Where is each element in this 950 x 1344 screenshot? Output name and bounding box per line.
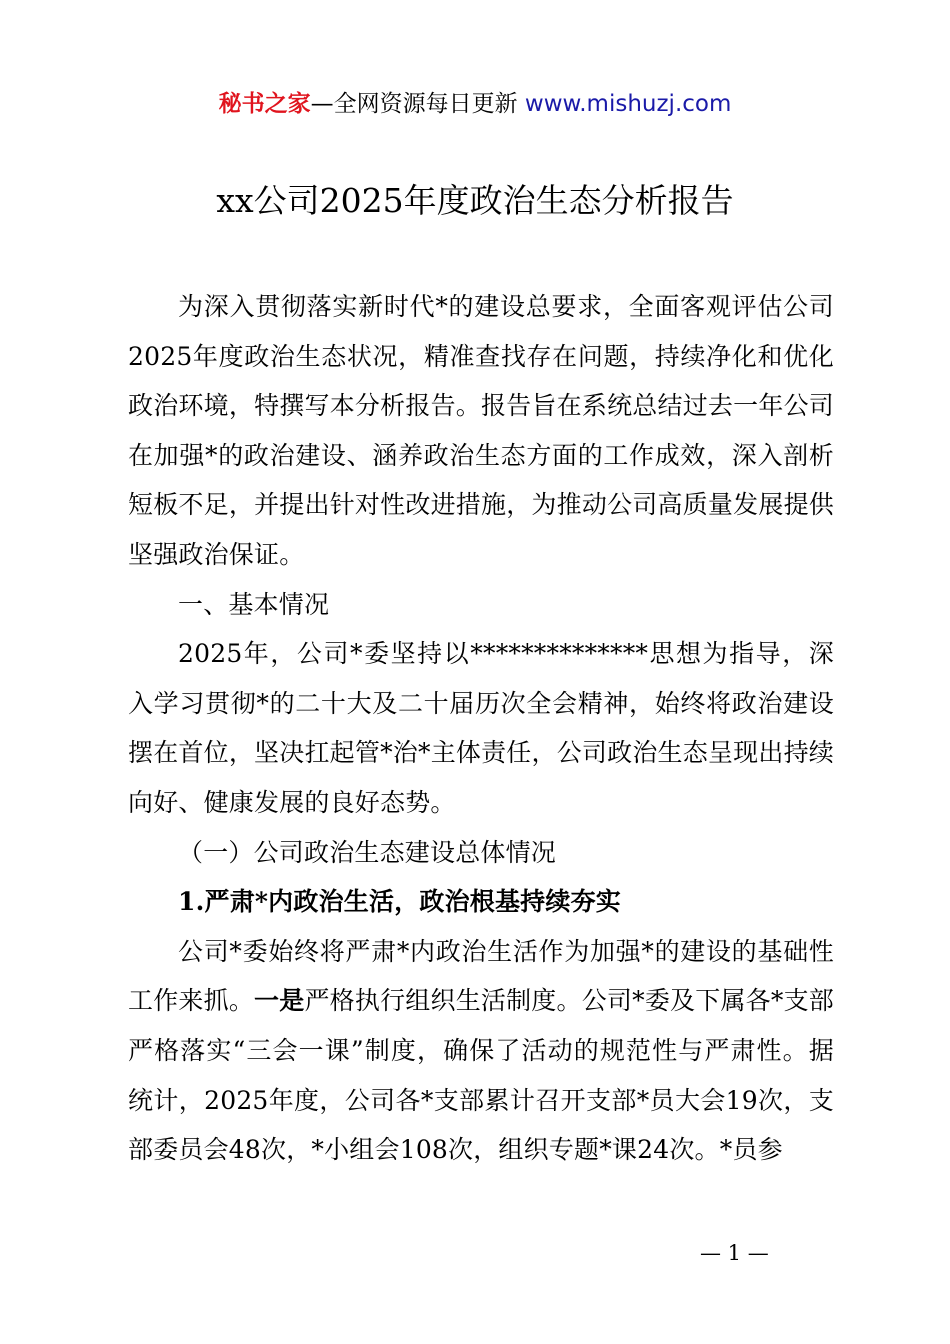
item-paragraph-bold-marker: 一是 <box>254 986 305 1016</box>
banner-url-link[interactable]: www.mishuzj.com <box>524 91 732 117</box>
item-heading-political-life: 1.严肃*内政治生活，政治根基持续夯实 <box>178 887 621 917</box>
banner-brand: 秘书之家 <box>218 91 311 117</box>
banner-tagline: —全网资源每日更新 <box>310 91 525 117</box>
item-paragraph-lead: 公司*委始终将严肃*内政治生活作为加强*的建设的基础性工作来抓。 <box>128 936 834 1016</box>
page-number: — 1 — <box>700 1241 769 1265</box>
subsection-heading-overall: （一）公司政治生态建设总体情况 <box>178 837 557 867</box>
intro-paragraph: 为深入贯彻落实新时代*的建设总要求，全面客观评估公司2025年度政治生态状况，精准查找存在问题，持续净化和优化政治环境，特撰写本分析报告。报告旨在系统总结过去一年公司在加强*的政治建设、涵养政治生态方面的工作成效，深入剖析短板不足，并提出针对性改进措施，为推动公司高质量发展提供坚强政治保证。 <box>128 292 834 569</box>
document-body <box>128 282 834 1175</box>
site-banner <box>0 88 950 120</box>
item-paragraph-rest: 严格执行组织生活制度。公司*委及下属各*支部严格落实“三会一课”制度，确保了活动的规范性与严肃性。据统计，2025年度，公司各*支部累计召开支部*员大会19次，支部委员会48次，*小组会108次，组织专题*课24次。*员参 <box>128 986 834 1165</box>
item-political-life-paragraph <box>128 927 834 1175</box>
section-basic-situation-paragraph: 2025年，公司*委坚持以**************思想为指导，深入学习贯彻*的二十大及二十届历次全会精神，始终将政治建设摆在首位，坚决扛起管*治*主体责任，公司政治生态呈现出持续向好、健康发展的良好态势。 <box>128 639 834 817</box>
section-heading-basic-situation: 一、基本情况 <box>178 589 330 619</box>
document-title: xx公司2025年度政治生态分析报告 <box>216 181 734 220</box>
